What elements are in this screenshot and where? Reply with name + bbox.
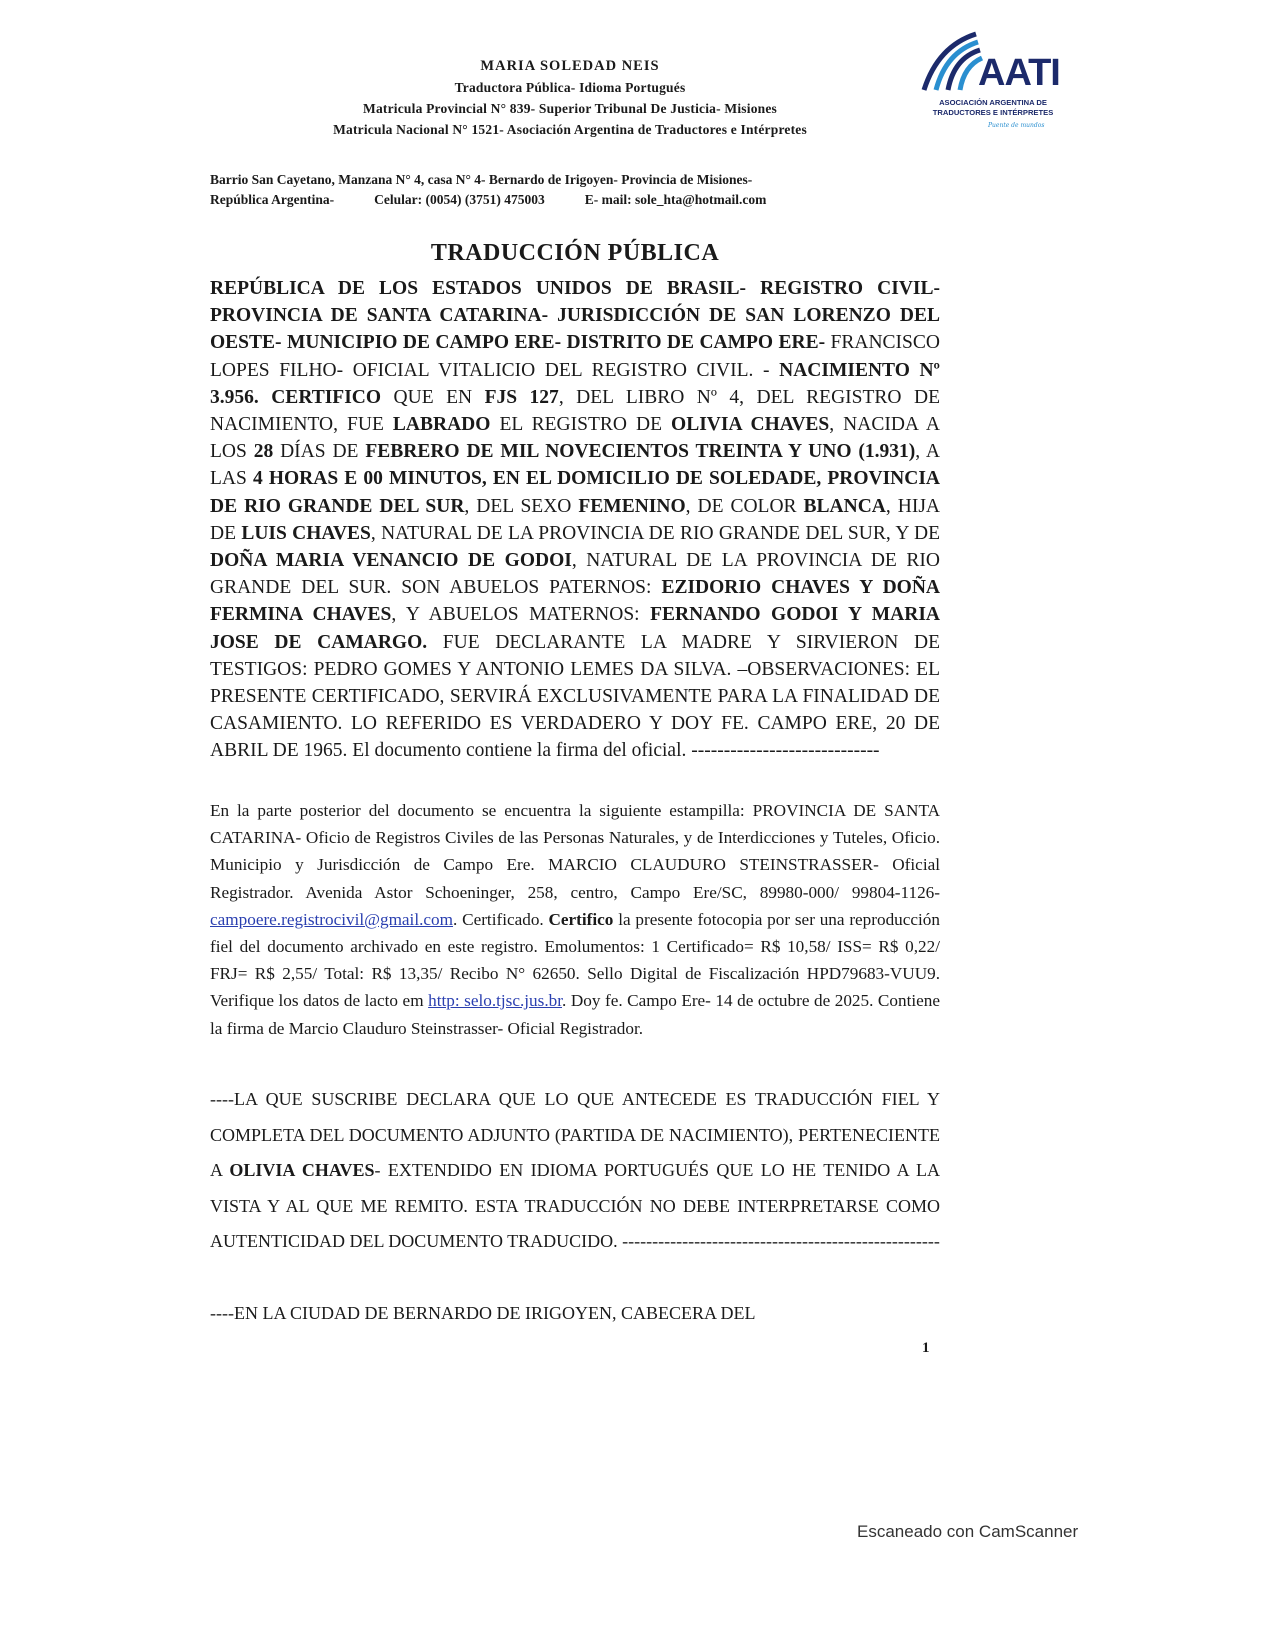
- text-segment: , NATURAL DE LA PROVINCIA DE RIO GRANDE DEL SUR. SON ABUELOS PATERNOS:: [210, 550, 940, 599]
- text-segment: , NATURAL DE LA PROVINCIA DE RIO GRANDE DEL SUR, Y DE: [370, 522, 940, 544]
- closing-paragraph: ----EN LA CIUDAD DE BERNARDO DE IRIGOYEN, CABECERA DEL: [210, 1303, 756, 1323]
- contact-address: [210, 170, 970, 210]
- text-segment: FJS 127: [484, 386, 559, 408]
- text-segment: , DEL LIBRO Nº 4, DEL REGISTRO DE NACIMIENTO, FUE: [210, 386, 940, 436]
- translator-declaration: [210, 1082, 940, 1260]
- birth-record-translation: [210, 275, 940, 765]
- text-segment: 28: [253, 441, 274, 463]
- text-segment: FRANCISCO LOPES FILHO- OFICIAL VITALICIO DEL REGISTRO CIVIL. -: [210, 332, 940, 381]
- text-segment: Certifico: [548, 909, 614, 929]
- verification-url-link[interactable]: http: selo.tjsc.jus.br: [428, 991, 563, 1011]
- text-segment: la presente fotocopia por ser una reproducción fiel del documento archivado en este registro. Emolumentos: 1 Certificado= R$ 10,58/ ISS= R$ 0,22/ FRJ= R$ 2,55/ Total: R$ 13,35/ Recibo N° 62650. Sello Digital de Fiscalización HPD79683-VUU9. Verifique los datos de lacto em: [210, 909, 940, 1011]
- national-registration: Matricula Nacional N° 1521- Asociación Argentina de Traductores e Intérpretes: [333, 122, 807, 137]
- text-segment: LUIS CHAVES: [241, 522, 371, 544]
- text-segment: QUE EN: [381, 386, 485, 408]
- aati-subtitle-line1: ASOCIACIÓN ARGENTINA DE: [939, 98, 1047, 107]
- text-segment: En la parte posterior del documento se encuentra la siguiente estampilla: PROVINCIA DE SANTA CATARINA- Oficio de Registros Civiles de las Personas Naturales, y de Interdicciones y Tuteles, Oficio. Municipio y Jurisdicción de Campo Ere. MARCIO CLAUDURO STEINSTRASSER- Oficial Registrador. Avenida Astor Schoeninger, 258, centro, Campo Ere/SC, 89980-000/ 99804-1126-: [210, 801, 940, 902]
- text-segment: El documento contiene la firma del oficial. -----------------------------: [347, 740, 880, 762]
- document-title: TRADUCCIÓN PÚBLICA: [430, 240, 720, 266]
- text-segment: ----LA QUE SUSCRIBE DECLARA QUE LO QUE ANTECEDE ES TRADUCCIÓN FIEL Y COMPLETA DEL DOCUMENTO ADJUNTO (PARTIDA DE NACIMIENTO), PERTENECIENTE A: [210, 1089, 940, 1180]
- text-segment: DÍAS DE: [273, 441, 366, 463]
- text-segment: LABRADO: [392, 414, 491, 436]
- text-segment: FEBRERO DE MIL NOVECIENTOS TREINTA Y UNO (1.931): [365, 441, 916, 463]
- text-segment: , Y ABUELOS MATERNOS:: [391, 604, 651, 626]
- text-segment: , DE COLOR: [685, 495, 804, 517]
- text-segment: , DEL SEXO: [464, 495, 579, 517]
- text-segment: . Certificado.: [453, 909, 549, 929]
- text-segment: REPÚBLICA DE LOS ESTADOS UNIDOS DE BRASIL- REGISTRO CIVIL- PROVINCIA DE SANTA CATARINA- JURISDICCIÓN DE SAN LORENZO DEL OESTE- MUNICIPIO DE CAMPO ERE- DISTRITO DE CAMPO ERE-: [210, 278, 940, 354]
- registry-email-link[interactable]: campoere.registrocivil@gmail.com: [210, 909, 454, 929]
- text-segment: . Doy fe. Campo Ere- 14 de octubre de 2025. Contiene la firma de Marcio Clauduro Steinstrasser- Oficial Registrador.: [210, 991, 940, 1038]
- provincial-registration: Matricula Provincial N° 839- Superior Tribunal De Justicia- Misiones: [363, 101, 777, 116]
- text-segment: OLIVIA CHAVES: [229, 1160, 375, 1180]
- translator-title: Traductora Pública- Idioma Portugués: [454, 80, 686, 95]
- text-segment: NACIMIENTO Nº 3.956. CERTIFICO: [210, 359, 940, 408]
- aati-tagline: Puente de mundos: [988, 122, 1045, 129]
- aati-logo: [918, 28, 1068, 138]
- text-segment: , A LAS: [210, 441, 940, 490]
- text-segment: FERNANDO GODOI Y MARIA JOSE DE CAMARGO.: [210, 604, 941, 653]
- aati-subtitle: [918, 98, 1068, 118]
- stamp-description: [210, 797, 940, 1042]
- text-segment: , NACIDA A LOS: [210, 414, 940, 463]
- text-segment: EZIDORIO CHAVES Y DOÑA FERMINA CHAVES: [210, 577, 941, 626]
- country: República Argentina-: [210, 192, 335, 207]
- text-segment: DOÑA MARIA VENANCIO DE GODOI: [210, 550, 572, 572]
- aati-wordmark: AATI: [978, 52, 1060, 94]
- scanner-watermark: Escaneado con CamScanner: [857, 1522, 1079, 1541]
- text-segment: , HIJA DE: [210, 495, 940, 544]
- text-segment: OLIVIA CHAVES: [671, 414, 830, 436]
- phone: Celular: (0054) (3751) 475003: [374, 192, 545, 207]
- text-segment: - EXTENDIDO EN IDIOMA PORTUGUÉS QUE LO HE TENIDO A LA VISTA Y AL QUE ME REMITO. ESTA TRADUCCIÓN NO DEBE INTERPRETARSE COMO AUTENTICIDAD DEL DOCUMENTO TRADUCIDO. -----------------------------------------------------: [210, 1160, 940, 1251]
- text-segment: FEMENINO: [578, 495, 686, 517]
- text-segment: EL REGISTRO DE: [490, 414, 672, 436]
- translator-name: MARIA SOLEDAD NEIS: [480, 58, 660, 74]
- address-line: Barrio San Cayetano, Manzana N° 4, casa N° 4- Bernardo de Irigoyen- Provincia de Misiones-: [210, 172, 753, 187]
- aati-subtitle-line2: TRADUCTORES E INTÉRPRETES: [932, 108, 1054, 117]
- email: E- mail: sole_hta@hotmail.com: [584, 192, 767, 207]
- contact-row: [210, 190, 970, 210]
- translator-header: [210, 56, 930, 140]
- text-segment: FUE DECLARANTE LA MADRE Y SIRVIERON DE TESTIGOS: PEDRO GOMES Y ANTONIO LEMES DA SILVA. –OBSERVACIONES: EL PRESENTE CERTIFICADO, SERVIRÁ EXCLUSIVAMENTE PARA LA FINALIDAD DE CASAMIENTO. LO REFERIDO ES VERDADERO Y DOY FE. CAMPO ERE, 20 DE ABRIL DE 1965.: [210, 631, 940, 762]
- page-number: 1: [922, 1340, 930, 1356]
- text-segment: 4 HORAS E 00 MINUTOS, EN EL DOMICILIO DE SOLEDADE, PROVINCIA DE RIO GRANDE DEL SUR: [210, 468, 940, 517]
- text-segment: BLANCA: [803, 495, 886, 517]
